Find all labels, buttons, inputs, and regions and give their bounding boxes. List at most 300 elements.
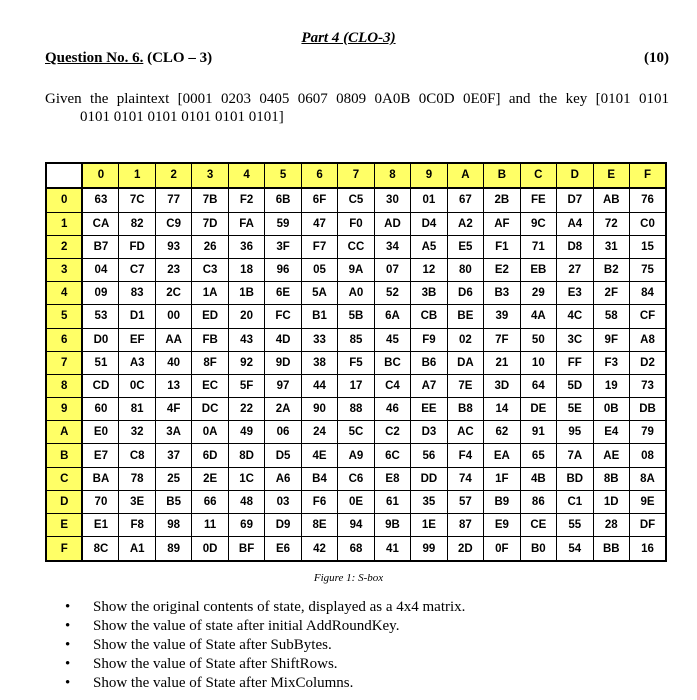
sbox-cell: 40 (155, 351, 191, 374)
sbox-column-header: 6 (301, 163, 337, 188)
sbox-row (46, 467, 666, 490)
statement-line-1: Given the plaintext [0001 0203 0405 0607 0809 0A0B 0C0D 0E0F] and the key [0101 0101 (45, 91, 669, 107)
sbox-cell: 97 (265, 374, 301, 397)
sbox-cell: 81 (119, 398, 155, 421)
sbox-column-header: 5 (265, 163, 301, 188)
sbox-cell: C3 (192, 258, 228, 281)
sbox-cell: 10 (520, 351, 556, 374)
sbox-cell: FD (119, 235, 155, 258)
sbox-cell: 55 (557, 514, 593, 537)
sbox-row (46, 514, 666, 537)
sbox-cell: 84 (630, 282, 667, 305)
sbox-cell: 3E (119, 490, 155, 513)
sbox-cell: DB (630, 398, 667, 421)
sbox-cell: 8B (593, 467, 629, 490)
task-item (45, 617, 465, 636)
sbox-cell: 03 (265, 490, 301, 513)
sbox-cell: 1A (192, 282, 228, 305)
sbox-cell: A4 (557, 212, 593, 235)
sbox-cell: AA (155, 328, 191, 351)
sbox-cell: 42 (301, 537, 337, 561)
sbox-cell: 68 (338, 537, 374, 561)
sbox-cell: ED (192, 305, 228, 328)
sbox-cell: 88 (338, 398, 374, 421)
sbox-cell: 8D (228, 444, 264, 467)
sbox-cell: 38 (301, 351, 337, 374)
sbox-cell: 5A (301, 282, 337, 305)
sbox-cell: D0 (82, 328, 118, 351)
sbox-cell: 85 (338, 328, 374, 351)
sbox-cell: C1 (557, 490, 593, 513)
sbox-cell: BF (228, 537, 264, 561)
sbox-cell: 5D (557, 374, 593, 397)
statement-line-2: 0101 0101 0101 0101 0101 0101] (80, 109, 284, 125)
sbox-cell: C8 (119, 444, 155, 467)
sbox-cell: 9A (338, 258, 374, 281)
sbox-row (46, 305, 666, 328)
sbox-cell: 2C (155, 282, 191, 305)
sbox-row-header: 2 (46, 235, 82, 258)
sbox-cell: F1 (484, 235, 520, 258)
task-text: Show the value of State after SubBytes. (93, 637, 332, 653)
sbox-column-header: 7 (338, 163, 374, 188)
sbox-cell: BD (557, 467, 593, 490)
sbox-column-header: E (593, 163, 629, 188)
sbox-row-header: 5 (46, 305, 82, 328)
sbox-row-header: 3 (46, 258, 82, 281)
sbox-cell: 35 (411, 490, 447, 513)
sbox-cell: CA (82, 212, 118, 235)
sbox-cell: 29 (520, 282, 556, 305)
sbox-cell: 66 (192, 490, 228, 513)
sbox-cell: F9 (411, 328, 447, 351)
sbox-cell: 6B (265, 188, 301, 212)
sbox-cell: 82 (119, 212, 155, 235)
sbox-cell: E4 (593, 421, 629, 444)
sbox-cell: 1D (593, 490, 629, 513)
sbox-cell: EB (520, 258, 556, 281)
sbox-cell: FC (265, 305, 301, 328)
sbox-cell: 1C (228, 467, 264, 490)
sbox-cell: 5C (338, 421, 374, 444)
sbox-cell: 2F (593, 282, 629, 305)
sbox-cell: 02 (447, 328, 483, 351)
sbox-cell: 8E (301, 514, 337, 537)
sbox-cell: 4B (520, 467, 556, 490)
sbox-row (46, 282, 666, 305)
sbox-cell: 6C (374, 444, 410, 467)
sbox-cell: F6 (301, 490, 337, 513)
sbox-cell: 0D (192, 537, 228, 561)
sbox-cell: 14 (484, 398, 520, 421)
sbox-cell: D2 (630, 351, 667, 374)
sbox-cell: AB (593, 188, 629, 212)
sbox-cell: E0 (82, 421, 118, 444)
sbox-column-header: 0 (82, 163, 118, 188)
sbox-cell: 0B (593, 398, 629, 421)
sbox-cell: A6 (265, 467, 301, 490)
sbox-column-header: B (484, 163, 520, 188)
sbox-column-header: A (447, 163, 483, 188)
sbox-cell: 21 (484, 351, 520, 374)
sbox-cell: 48 (228, 490, 264, 513)
sbox-cell: 96 (265, 258, 301, 281)
sbox-cell: 1F (484, 467, 520, 490)
sbox-column-header: 8 (374, 163, 410, 188)
sbox-cell: F8 (119, 514, 155, 537)
sbox-cell: 4E (301, 444, 337, 467)
task-text: Show the value of State after MixColumns. (93, 675, 354, 691)
sbox-cell: 2B (484, 188, 520, 212)
sbox-cell: D8 (557, 235, 593, 258)
sbox-cell: 18 (228, 258, 264, 281)
sbox-cell: 77 (155, 188, 191, 212)
sbox-cell: D4 (411, 212, 447, 235)
sbox-cell: 19 (593, 374, 629, 397)
sbox-cell: 15 (630, 235, 667, 258)
sbox-cell: B5 (155, 490, 191, 513)
sbox-cell: A7 (411, 374, 447, 397)
sbox-cell: 60 (82, 398, 118, 421)
sbox-cell: 56 (411, 444, 447, 467)
sbox-cell: 12 (411, 258, 447, 281)
sbox-cell: DC (192, 398, 228, 421)
sbox-cell: 6D (192, 444, 228, 467)
sbox-cell: F4 (447, 444, 483, 467)
sbox-cell: 0F (484, 537, 520, 561)
sbox-cell: E5 (447, 235, 483, 258)
task-text: Show the value of State after ShiftRows. (93, 656, 338, 672)
sbox-cell: BE (447, 305, 483, 328)
sbox-cell: BC (374, 351, 410, 374)
sbox-cell: 3A (155, 421, 191, 444)
sbox-cell: 47 (301, 212, 337, 235)
sbox-cell: 73 (630, 374, 667, 397)
sbox-cell: D6 (447, 282, 483, 305)
sbox-cell: FE (520, 188, 556, 212)
sbox-cell: 2E (192, 467, 228, 490)
sbox-cell: D7 (557, 188, 593, 212)
sbox-row (46, 188, 666, 212)
sbox-cell: 9C (520, 212, 556, 235)
sbox-cell: 01 (411, 188, 447, 212)
sbox-cell: EA (484, 444, 520, 467)
sbox-cell: B0 (520, 537, 556, 561)
sbox-cell: 71 (520, 235, 556, 258)
sbox-cell: 46 (374, 398, 410, 421)
sbox-cell: 53 (82, 305, 118, 328)
sbox-column-header: 9 (411, 163, 447, 188)
sbox-cell: 63 (82, 188, 118, 212)
sbox-cell: A5 (411, 235, 447, 258)
sbox-cell: 50 (520, 328, 556, 351)
sbox-cell: CE (520, 514, 556, 537)
sbox-cell: DE (520, 398, 556, 421)
sbox-row-header: 1 (46, 212, 82, 235)
sbox-cell: FF (557, 351, 593, 374)
sbox-cell: 95 (557, 421, 593, 444)
sbox-cell: B2 (593, 258, 629, 281)
sbox-row (46, 398, 666, 421)
sbox-cell: B1 (301, 305, 337, 328)
question-marks: (10) (644, 50, 669, 66)
sbox-row-header: F (46, 537, 82, 561)
sbox-row-header: A (46, 421, 82, 444)
sbox-cell: A8 (630, 328, 667, 351)
sbox-cell: 26 (192, 235, 228, 258)
sbox-row (46, 490, 666, 513)
sbox-column-header: F (630, 163, 667, 188)
task-list (45, 598, 465, 693)
sbox-cell: DA (447, 351, 483, 374)
sbox-row (46, 212, 666, 235)
sbox-cell: 98 (155, 514, 191, 537)
sbox-row-header: 8 (46, 374, 82, 397)
sbox-cell: 65 (520, 444, 556, 467)
sbox-cell: DF (630, 514, 667, 537)
sbox-cell: B9 (484, 490, 520, 513)
sbox-cell: C9 (155, 212, 191, 235)
part-title: Part 4 (CLO-3) (301, 30, 396, 46)
sbox-cell: F7 (301, 235, 337, 258)
sbox-cell: 57 (447, 490, 483, 513)
sbox-cell: 36 (228, 235, 264, 258)
sbox-cell: 1B (228, 282, 264, 305)
sbox-cell: B4 (301, 467, 337, 490)
sbox-cell: 64 (520, 374, 556, 397)
sbox-cell: AE (593, 444, 629, 467)
sbox-cell: 3D (484, 374, 520, 397)
sbox-cell: 20 (228, 305, 264, 328)
sbox-cell: 69 (228, 514, 264, 537)
sbox-row-header: E (46, 514, 82, 537)
sbox-cell: 94 (338, 514, 374, 537)
sbox-cell: 0A (192, 421, 228, 444)
sbox-row (46, 537, 666, 561)
sbox-cell: 4F (155, 398, 191, 421)
sbox-cell: 23 (155, 258, 191, 281)
sbox-cell: B6 (411, 351, 447, 374)
sbox-cell: 11 (192, 514, 228, 537)
sbox-row (46, 374, 666, 397)
sbox-cell: 54 (557, 537, 593, 561)
sbox-cell: 17 (338, 374, 374, 397)
sbox-row-header: 6 (46, 328, 82, 351)
sbox-column-header: 1 (119, 163, 155, 188)
sbox-cell: 37 (155, 444, 191, 467)
sbox-cell: 2D (447, 537, 483, 561)
task-text: Show the original contents of state, displayed as a 4x4 matrix. (93, 599, 466, 615)
sbox-cell: EF (119, 328, 155, 351)
sbox-row-header: D (46, 490, 82, 513)
sbox-cell: 90 (301, 398, 337, 421)
sbox-cell: 74 (447, 467, 483, 490)
sbox-cell: 16 (630, 537, 667, 561)
sbox-cell: 06 (265, 421, 301, 444)
sbox-cell: CB (411, 305, 447, 328)
sbox-cell: D1 (119, 305, 155, 328)
sbox-cell: A2 (447, 212, 483, 235)
sbox-cell: CC (338, 235, 374, 258)
sbox-cell: 93 (155, 235, 191, 258)
sbox-cell: DD (411, 467, 447, 490)
task-text: Show the value of state after initial AddRoundKey. (93, 618, 400, 634)
sbox-cell: 45 (374, 328, 410, 351)
sbox-cell: CF (630, 305, 667, 328)
question-statement (45, 90, 669, 126)
sbox-cell: 8F (192, 351, 228, 374)
sbox-cell: 41 (374, 537, 410, 561)
bullet-icon: • (65, 599, 71, 615)
sbox-cell: CD (82, 374, 118, 397)
task-item (45, 674, 465, 693)
sbox-cell: 5F (228, 374, 264, 397)
sbox-cell: 34 (374, 235, 410, 258)
sbox-column-header: 4 (228, 163, 264, 188)
sbox-cell: 6A (374, 305, 410, 328)
sbox-cell: C5 (338, 188, 374, 212)
sbox-cell: 6E (265, 282, 301, 305)
sbox-cell: 49 (228, 421, 264, 444)
sbox-cell: 4C (557, 305, 593, 328)
sbox-cell: C7 (119, 258, 155, 281)
sbox-cell: 80 (447, 258, 483, 281)
sbox-cell: E8 (374, 467, 410, 490)
sbox-cell: 7C (119, 188, 155, 212)
task-item (45, 598, 465, 617)
sbox-cell: 9B (374, 514, 410, 537)
sbox-cell: EE (411, 398, 447, 421)
sbox-cell: E3 (557, 282, 593, 305)
sbox-cell: 4A (520, 305, 556, 328)
sbox-cell: 3C (557, 328, 593, 351)
sbox-cell: 70 (82, 490, 118, 513)
sbox-column-header: D (557, 163, 593, 188)
sbox-cell: 51 (82, 351, 118, 374)
sbox-cell: AF (484, 212, 520, 235)
sbox-header-row (46, 163, 666, 188)
sbox-cell: 00 (155, 305, 191, 328)
sbox-cell: 09 (82, 282, 118, 305)
sbox-cell: 31 (593, 235, 629, 258)
sbox-row-header: 7 (46, 351, 82, 374)
sbox-cell: E2 (484, 258, 520, 281)
sbox-cell: C0 (630, 212, 667, 235)
sbox-row-header: 9 (46, 398, 82, 421)
sbox-cell: 79 (630, 421, 667, 444)
sbox-cell: C2 (374, 421, 410, 444)
sbox-cell: EC (192, 374, 228, 397)
sbox-row (46, 421, 666, 444)
sbox-column-header: 2 (155, 163, 191, 188)
sbox-cell: 13 (155, 374, 191, 397)
sbox-cell: FA (228, 212, 264, 235)
sbox-cell: 7B (192, 188, 228, 212)
sbox-cell: 32 (119, 421, 155, 444)
sbox-cell: 3F (265, 235, 301, 258)
task-item (45, 636, 465, 655)
question-number: Question No. 6. (CLO – 3) (45, 50, 213, 66)
sbox-cell: F0 (338, 212, 374, 235)
sbox-cell: 7A (557, 444, 593, 467)
sbox-row (46, 351, 666, 374)
sbox-cell: FB (192, 328, 228, 351)
sbox-cell: E7 (82, 444, 118, 467)
question-clo: (CLO – 3) (147, 50, 213, 66)
sbox-cell: C6 (338, 467, 374, 490)
sbox-cell: 2A (265, 398, 301, 421)
sbox-cell: 58 (593, 305, 629, 328)
sbox-cell: 61 (374, 490, 410, 513)
sbox-cell: 5B (338, 305, 374, 328)
sbox-cell: 91 (520, 421, 556, 444)
sbox-table (45, 162, 667, 562)
sbox-cell: A3 (119, 351, 155, 374)
sbox-cell: AC (447, 421, 483, 444)
task-item (45, 655, 465, 674)
sbox-cell: 30 (374, 188, 410, 212)
sbox-cell: E6 (265, 537, 301, 561)
sbox-cell: B7 (82, 235, 118, 258)
sbox-cell: 44 (301, 374, 337, 397)
sbox-cell: 28 (593, 514, 629, 537)
sbox-cell: 1E (411, 514, 447, 537)
sbox-cell: 33 (301, 328, 337, 351)
question-header (45, 50, 669, 72)
sbox-row-header: B (46, 444, 82, 467)
sbox-cell: 87 (447, 514, 483, 537)
sbox-cell: 86 (520, 490, 556, 513)
sbox-cell: A0 (338, 282, 374, 305)
sbox-corner-cell (46, 163, 82, 188)
sbox-column-header: 3 (192, 163, 228, 188)
bullet-icon: • (65, 618, 71, 634)
sbox-cell: 22 (228, 398, 264, 421)
bullet-icon: • (65, 637, 71, 653)
sbox-cell: F5 (338, 351, 374, 374)
sbox-row-header: 4 (46, 282, 82, 305)
sbox-cell: 89 (155, 537, 191, 561)
sbox-cell: 25 (155, 467, 191, 490)
sbox-cell: A9 (338, 444, 374, 467)
sbox-cell: 75 (630, 258, 667, 281)
sbox-cell: 9D (265, 351, 301, 374)
sbox-cell: AD (374, 212, 410, 235)
sbox-cell: D5 (265, 444, 301, 467)
sbox-cell: 24 (301, 421, 337, 444)
figure-caption: Figure 1: S-box (313, 572, 384, 584)
sbox-cell: 76 (630, 188, 667, 212)
sbox-cell: B3 (484, 282, 520, 305)
sbox-cell: 8A (630, 467, 667, 490)
sbox-cell: 9F (593, 328, 629, 351)
sbox-cell: 52 (374, 282, 410, 305)
sbox-cell: BA (82, 467, 118, 490)
sbox-cell: 43 (228, 328, 264, 351)
bullet-icon: • (65, 656, 71, 672)
sbox-cell: E9 (484, 514, 520, 537)
sbox-cell: 07 (374, 258, 410, 281)
sbox-row (46, 235, 666, 258)
sbox-cell: 0C (119, 374, 155, 397)
sbox-cell: 6F (301, 188, 337, 212)
sbox-cell: 78 (119, 467, 155, 490)
sbox-cell: 7E (447, 374, 483, 397)
sbox-cell: 9E (630, 490, 667, 513)
sbox-cell: 67 (447, 188, 483, 212)
sbox-row-header: 0 (46, 188, 82, 212)
bullet-icon: • (65, 675, 71, 691)
